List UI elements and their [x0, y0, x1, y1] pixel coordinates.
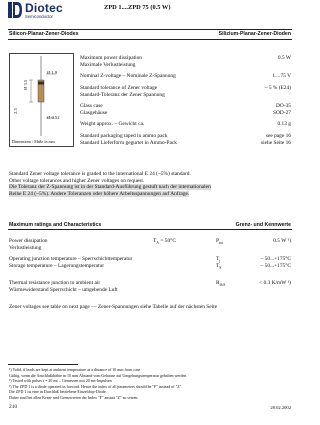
rating-label-de: Wärmewiderstand Sperrschicht – umgebende Luft: [9, 286, 118, 293]
note-line: Die Toleranz der Z-Spannung ist in der Standard-Ausführung gestuft nach der internationalen: [9, 184, 211, 190]
section-title-de: Silizium-Planar-Zener-Dioden: [218, 31, 291, 37]
revision-date: 28.02.2002: [270, 405, 291, 410]
rating-value: – 50...+175°C: [260, 256, 291, 262]
spec-value-2: SOD-27: [273, 109, 291, 116]
diotec-logo-icon: [8, 2, 22, 18]
footnote: Die ZPD 1 ist eine in Durchlaß betriebene Einzelchip-Diode.: [9, 389, 107, 394]
footnote: Gültig, wenn die Anschlußdrähte in 10 mm Abstand vom Gehäuse auf Umgebungstemperatur gehalten werden: [9, 372, 187, 378]
top-rule: [8, 29, 292, 30]
dim-lead-diameter: Ø 0.52: [47, 115, 60, 120]
rating-symbol: $T_j$: [216, 256, 221, 264]
rating-symbol-2: $T_S$: [216, 262, 222, 270]
rating-label: Power dissipation: [9, 238, 48, 244]
spec-label: Standard packaging taped in ammo pack: [80, 133, 168, 139]
brand-subtitle: Semiconductor: [25, 14, 53, 19]
diode-outline-icon: [10, 54, 73, 138]
rating-value: < 0.3 K/mW ¹): [259, 280, 291, 286]
rating-symbol: $R_{thA}$: [216, 280, 226, 288]
zener-table-reference: Zener voltages see table on next page — Zener-Spannungen siehe Tabelle auf der nächsten Seite: [9, 304, 218, 310]
note-line: Standard Zener voltage tolerance is graded to the international E 24 (~5%) standard.: [9, 171, 191, 177]
ratings-rule: [8, 229, 292, 230]
rating-label: Thermal resistance junction to ambient air: [9, 280, 101, 286]
rating-value-2: – 50...+175°C: [260, 262, 291, 269]
footnote: ³) The ZPD 1 is a diode operated in forward. Hence the index of all parameters should be "F" instead of "Z".: [9, 383, 183, 389]
dimensions-caption: Dimensions / Maße in mm: [12, 139, 55, 144]
rating-label-de: Verlustleistung: [9, 244, 42, 251]
note-line: Reihe E 24 (~5%). Andere Toleranzen oder höhere Arbeitsspannungen auf Anfrage.: [9, 190, 190, 197]
spec-label: Maximum power dissipation: [80, 55, 142, 61]
spec-label: Standard tolerance of Zener voltage: [80, 85, 158, 91]
spec-value: ~ 5 % (E24): [264, 85, 291, 91]
section-title-en: Silicon-Planar-Zener-Diodes: [9, 31, 79, 37]
spec-label-de: Maximale Verlustleistung: [80, 61, 136, 68]
dim-body-length: Ø 3.5: [23, 79, 28, 90]
footnote: ¹) Valid, if leads are kept at ambient temperature at a distance of 10 mm from case: [9, 367, 141, 372]
page-title: ZPD 1....ZPD 75 (0.5 W): [104, 4, 171, 11]
rating-symbol: $P_{tot}$: [216, 238, 224, 246]
footnote: Daher sind bei allen Kenn- und Grenzwerten der Index "F" anstatt "Z" zu setzen.: [9, 394, 139, 400]
spec-value-2: siehe Seite 16: [261, 139, 291, 146]
rating-label: Operating junction temperature – Sperrschichttemperatur: [9, 256, 133, 262]
rating-condition: $T_A = 50^\circ C$: [153, 238, 176, 246]
spec-value: 0.13 g: [277, 121, 291, 127]
brand-name: Diotec: [25, 1, 63, 15]
spec-label: Weight approx. – Gewicht ca.: [80, 121, 145, 127]
spec-label-de: Glasgehäuse: [80, 109, 108, 116]
spec-value: 1....75 V: [272, 73, 291, 79]
spec-label-de: Standard Lieferform gegurtet in Ammo-Pack: [80, 139, 178, 146]
spec-value: 0.5 W: [277, 55, 291, 61]
spec-value: see page 16: [265, 133, 291, 139]
ratings-title-de: Grenz- und Kennwerte: [235, 222, 291, 228]
note-line: Other voltage tolerances and higher Zener voltages on request.: [9, 177, 145, 184]
spec-label: Glass case: [80, 103, 103, 109]
package-drawing: [9, 53, 74, 147]
dim-body-diameter: Ø 1.9: [47, 70, 58, 75]
dim-lead-length: 2.5: [13, 108, 18, 114]
spec-label: Nominal Z-voltage – Nominale Z-Spannung: [80, 73, 176, 79]
footnote: ²) Tested with pulses t = 20 ms – Gemessen mit 20 ms-Impulsen: [9, 378, 112, 383]
rating-value: 0.5 W ¹): [273, 238, 291, 244]
footnote-rule: [8, 364, 78, 365]
spec-label-de: Standard-Toleranz der Zener Spannung: [80, 91, 165, 98]
spec-value: DO-35: [276, 103, 291, 109]
rating-label-2: Storage temperature – Lagerungstemperatur: [9, 262, 105, 269]
ratings-title-en: Maximum ratings and Characteristics: [9, 222, 102, 228]
section-rule: [8, 39, 292, 40]
page-number: 210: [9, 404, 18, 410]
